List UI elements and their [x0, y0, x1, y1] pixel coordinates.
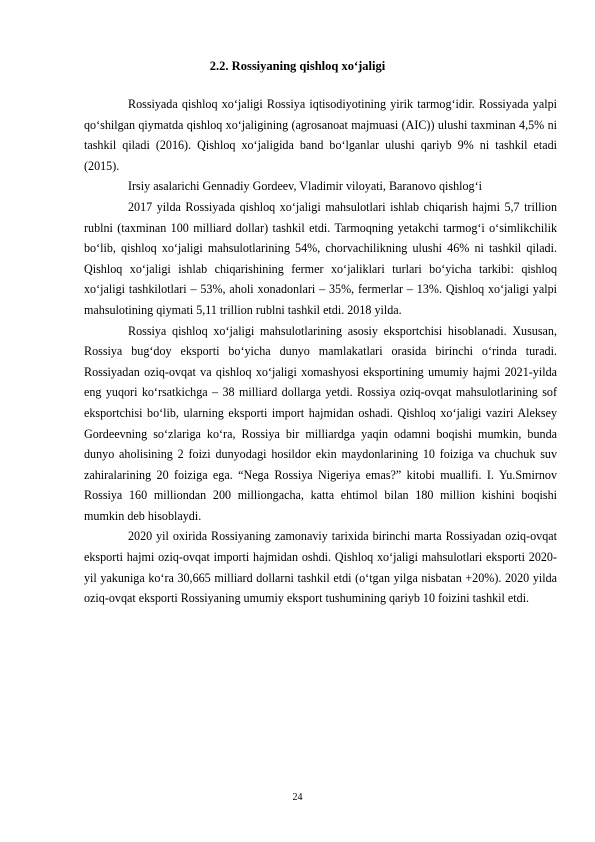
paragraph-caption: Irsiy asalarichi Gennadiy Gordeev, Vladimir viloyati, Baranovo qishlog‘i	[128, 179, 482, 194]
paragraph-2020: 2020 yil oxirida Rossiyaning zamonaviy tarixida birinchi marta Rossiyadan oziq-ovqat eksporti hajmi oziq-ovqat importi hajmidan oshdi. Qishloq xo‘jaligi mahsulotlari eksporti 2020-yil yakuniga ko‘ra 30,665 milliard dollarni tashkil etdi (o‘tgan yilga nisbatan +20%). 2020 yilda oziq-ovqat eksporti Rossiyaning umumiy eksport tushumining qariyb 10 foizini tashkil etdi.	[84, 529, 557, 606]
paragraph-intro: Rossiyada qishloq xo‘jaligi Rossiya iqtisodiyotining yirik tarmog‘idir. Rossiyada yalpi qo‘shilgan qiymatda qishloq xo‘jaligining (agrosanoat majmuasi (AIC)) ulushi taxminan 4,5% ni tashkil qiladi (2016). Qishloq xo‘jaligida band bo‘lganlar ulushi qariyb 9% ni tashkil etadi (2015).	[84, 97, 557, 173]
page-number: 24	[292, 792, 303, 803]
paragraph-export: Rossiya qishloq xo‘jaligi mahsulotlarining asosiy eksportchisi hisoblanadi. Xususan, Rossiya bug‘doy eksporti bo‘yicha dunyo mamlakatlari orasida birinchi o‘rinda turadi. Rossiyadan oziq-ovqat va qishloq xo‘jaligi xomashyosi eksportining umumiy hajmi 2021-yilda eng yuqori ko‘rsatkichga – 38 milliard dollarga yetdi. Rossiya oziq-ovqat mahsulotlarining sof eksportchisi bo‘lib, ularning eksporti import hajmidan oshadi. Qishloq xo‘jaligi vaziri Aleksey Gordeevning so‘zlariga ko‘ra, Rossiya bir milliardga yaqin odamni boqishi mumkin, bunda dunyo aholisining 2 foizi dunyodagi hosildor ekin maydonlarining 10 foiziga va chuchuk suv zahiralarining 20 foiziga ega. “Nega Rossiya Nigeriya emas?” kitobi muallifi. I. Yu.Smirnov Rossiya 160 milliondan 200 milliongacha, katta ehtimol bilan 180 million kishini boqishi mumkin deb hisoblaydi.	[84, 323, 557, 523]
body-text	[84, 94, 557, 609]
section-heading: 2.2. Rossiyaning qishloq xo‘jaligi	[209, 59, 386, 73]
paragraph-production: 2017 yilda Rossiyada qishloq xo‘jaligi mahsulotlari ishlab chiqarish hajmi 5,7 trillion rublni (taxminan 100 milliard dollar) tashkil etdi. Tarmoqning yetakchi tarmog‘i o‘simlikchilik bo‘lib, qishloq xo‘jaligi mahsulotlarining 54%, chorvachilikning ulushi 46% ni tashkil qiladi. Qishloq xo‘jaligi ishlab chiqarishining fermer xo‘jaliklari turlari bo‘yicha tarkibi: qishloq xo‘jaligi tashkilotlari – 53%, aholi xonadonlari – 35%, fermerlar – 13%. Qishloq xo‘jaligi yalpi mahsulotining qiymati 5,11 trillion rublni tashkil etdi. 2018 yilda.	[84, 199, 557, 317]
